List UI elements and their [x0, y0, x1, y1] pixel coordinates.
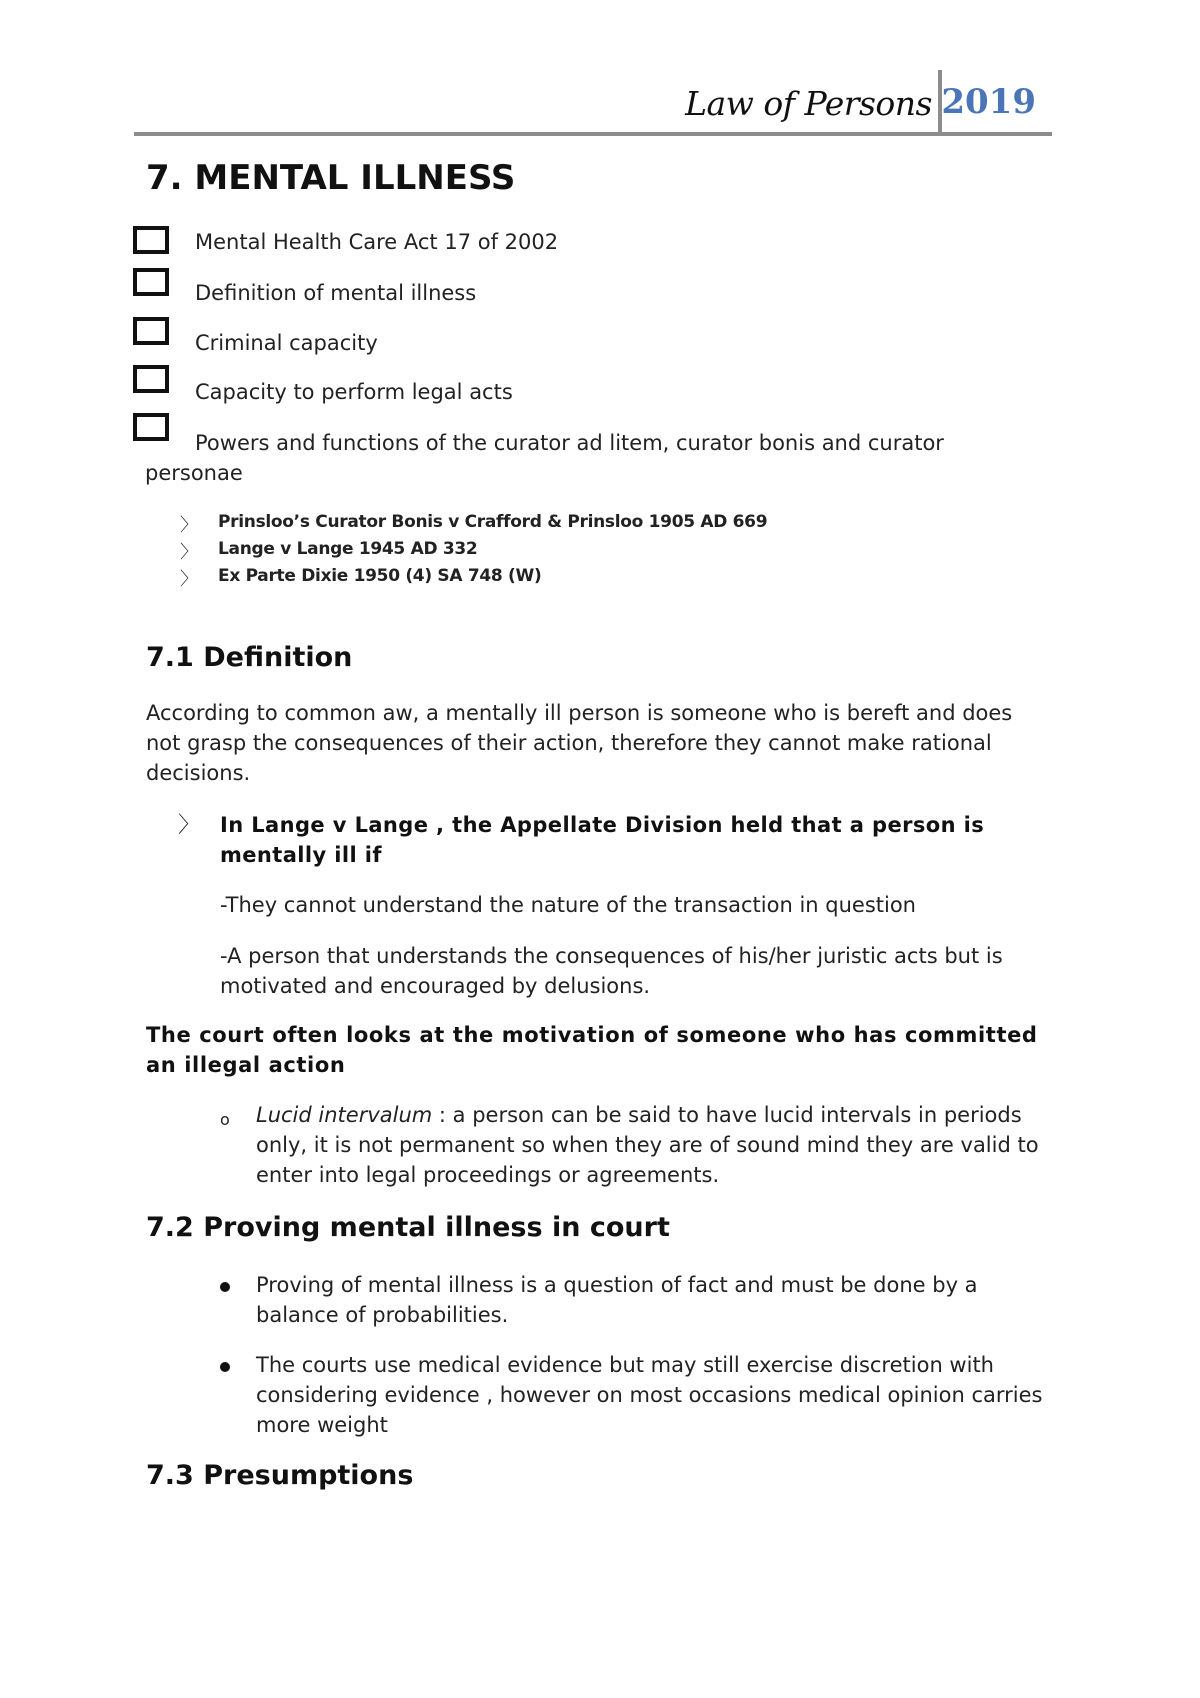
chevron-right-icon: 〉: [178, 813, 201, 838]
proving-bullet-1: Proving of mental illness is a question of fact and must be done by a balance of probabilities.: [256, 1273, 978, 1327]
case-citation: Prinsloo’s Curator Bonis v Crafford & Prinsloo 1905 AD 669: [218, 512, 768, 532]
checkbox-icon: [133, 317, 169, 345]
definition-point-1: -They cannot understand the nature of the transaction in question: [220, 893, 916, 917]
bullet-icon: [220, 1362, 230, 1372]
section-heading-presumptions: 7.3 Presumptions: [146, 1460, 414, 1491]
section-heading-definition: 7.1 Definition: [146, 642, 353, 673]
checkbox-icon: [133, 226, 169, 254]
case-citation: Ex Parte Dixie 1950 (4) SA 748 (W): [218, 566, 542, 586]
court-motivation-note: The court often looks at the motivation of someone who has committed an illegal action: [146, 1023, 1038, 1077]
lucid-intervalum-paragraph: [256, 1100, 1056, 1190]
chevron-right-icon: 〉: [180, 569, 198, 590]
checklist-label: Criminal capacity: [195, 331, 378, 355]
definition-point-2: -A person that understands the consequences of his/her juristic acts but is motivated and encouraged by delusions.: [220, 944, 1003, 998]
section-heading-proving: 7.2 Proving mental illness in court: [146, 1212, 670, 1243]
header-title: Law of Persons: [685, 84, 932, 123]
definition-paragraph: According to common aw, a mentally ill person is someone who is bereft and does not grasp the consequences of their action, therefore they cannot make rational decisions.: [146, 701, 1013, 785]
checklist-label: Mental Health Care Act 17 of 2002: [195, 230, 559, 254]
checklist-label-continued: personae: [145, 461, 243, 485]
chevron-right-icon: 〉: [180, 542, 198, 563]
checkbox-icon: [133, 413, 169, 441]
checkbox-icon: [133, 268, 169, 296]
chevron-right-icon: 〉: [180, 515, 198, 536]
bullet-icon: [220, 1282, 230, 1292]
checklist-label: Definition of mental illness: [195, 281, 477, 305]
lucid-explanation: : a person can be said to have lucid intervals in periods only, it is not permanent so when they are of sound mind they are valid to enter into legal proceedings or agreements.: [256, 1103, 1039, 1187]
page-header: [134, 68, 1052, 136]
checklist-label: Powers and functions of the curator ad litem, curator bonis and curator: [195, 431, 944, 455]
checklist-label: Capacity to perform legal acts: [195, 380, 513, 404]
lange-holding: In Lange v Lange , the Appellate Division held that a person is mentally ill if: [220, 813, 985, 867]
page-title: 7. MENTAL ILLNESS: [146, 158, 516, 198]
case-citation: Lange v Lange 1945 AD 332: [218, 539, 478, 559]
lucid-term: Lucid intervalum: [256, 1103, 433, 1127]
proving-bullet-2: The courts use medical evidence but may still exercise discretion with considering evidence , however on most occasions medical opinion carries more weight: [256, 1353, 1043, 1437]
checkbox-icon: [133, 365, 169, 393]
header-year: 2019: [941, 82, 1036, 122]
circle-bullet-icon: o: [220, 1110, 230, 1129]
